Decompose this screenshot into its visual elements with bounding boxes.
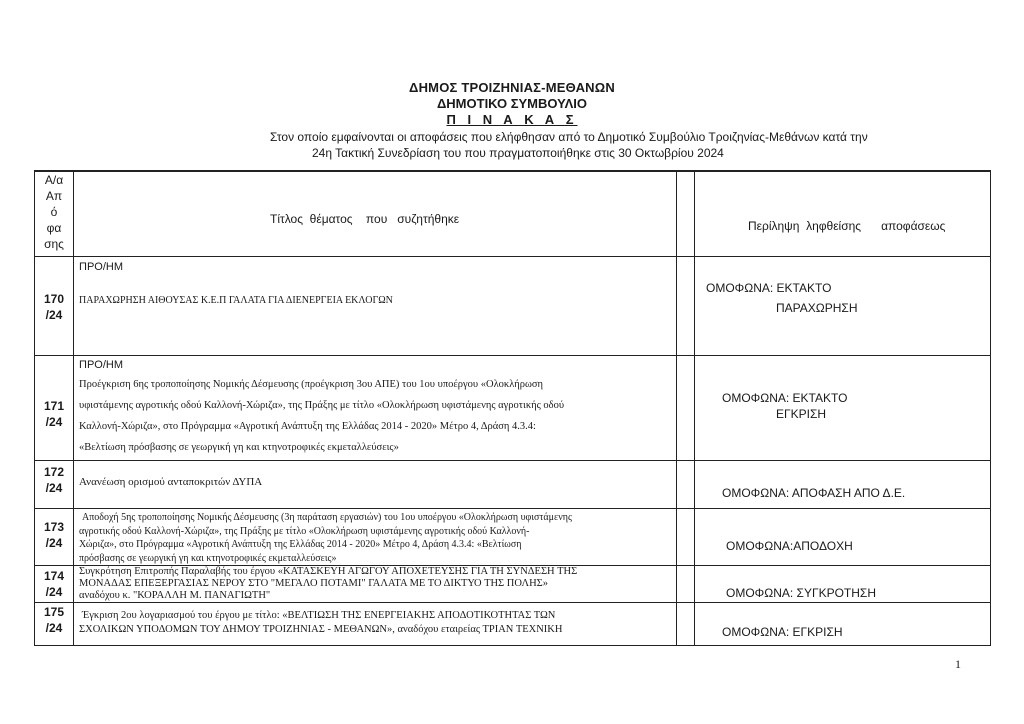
decision-number	[35, 519, 73, 551]
subject-title-line: Καλλονή-Χώριζα», στο Πρόγραμμα «Αγροτική Ανάπτυξη της Ελλάδας 2014 - 2020» Μέτρο 4, Δράση 4.3.4:	[79, 421, 536, 432]
urgent-prefix: ΠΡΟ/ΗΜ	[79, 359, 123, 371]
decision-number-line: 174	[43, 569, 65, 583]
header-number-line: φα	[46, 221, 62, 235]
page-number: 1	[955, 657, 961, 671]
decision-summary-line: ΟΜΟΦΩΝΑ: ΑΠΟΦΑΣΗ ΑΠΟ Δ.Ε.	[722, 486, 906, 500]
description-line-1: Στον οποίο εμφαίνονται οι αποφάσεις που ελήφθησαν από το Δημοτικό Συμβούλιο Τροιζηνίας-Μεθάνων κατά την	[270, 130, 868, 144]
decision-summary-line: ΟΜΟΦΩΝΑ: ΕΚΤΑΚΤΟ	[722, 391, 848, 405]
row-divider	[34, 508, 991, 509]
decision-number-line: 170	[43, 292, 65, 306]
decision-number	[35, 291, 73, 323]
decision-number	[35, 464, 73, 496]
subject-title-line: ΣΧΟΛΙΚΩΝ ΥΠΟΔΟΜΩΝ ΤΟΥ ΔΗΜΟΥ ΤΡΟΙΖΗΝΙΑΣ - ΜΕΘΑΝΩΝ», αναδόχου εταιρείας ΤΡΙΑΝ ΤΕΧΝΙΚΗ	[79, 624, 563, 635]
header-number-line: Απ	[45, 189, 63, 203]
decision-summary	[706, 280, 986, 316]
decision-number-line: /24	[45, 621, 63, 635]
decision-number-line: 175	[43, 605, 65, 619]
decision-number-line: /24	[45, 481, 63, 495]
header-number-column	[35, 172, 73, 256]
column-divider	[694, 170, 695, 646]
subject-title-line: Αποδοχή 5ης τροποποίησης Νομικής Δέσμευσης (3η παράταση εργασιών) του 1ου υποέργου «Ολοκλήρωση υφιστάμενης	[82, 512, 572, 523]
decision-number-line: /24	[45, 308, 63, 322]
decision-summary	[722, 485, 982, 501]
subject-title-line: αγροτικής οδού Καλλονή-Χώριζα», της Πράξης με τίτλο «Ολοκλήρωση υφιστάμενης αγροτικής οδού Καλλονή-	[79, 525, 530, 537]
council-name: ΔΗΜΟΤΙΚΟ ΣΥΜΒΟΥΛΙΟ	[436, 96, 588, 111]
header-title-column: Τίτλος θέματος που συζητήθηκε	[270, 212, 460, 226]
decision-summary	[722, 390, 982, 422]
subject-title-line: Χώριζα», στο Πρόγραμμα «Αγροτική Ανάπτυξη της Ελλάδας 2014 - 2020» Μέτρο 4, Δράση 4.3.4: «Βελτίωση	[79, 539, 522, 550]
decision-number-line: /24	[45, 585, 63, 599]
header-summary-column: Περίληψη ληφθείσης αποφάσεως	[748, 219, 946, 233]
decision-number-line: /24	[45, 415, 63, 429]
table-border-right	[990, 170, 991, 646]
decision-summary-line: ΟΜΟΦΩΝΑ: ΕΚΤΑΚΤΟ	[706, 281, 832, 295]
row-divider	[34, 460, 991, 461]
subject-title	[79, 566, 674, 602]
subject-title-line: Συγκρότηση Επιτροπής Παραλαβής του έργου «ΚΑΤΑΣΚΕΥΗ ΑΓΩΓΟΥ ΑΠΟΧΕΤΕΥΣΗΣ ΓΙΑ ΤΗ ΣΥΝΔΕΣΗ ΤΗΣ	[79, 566, 578, 577]
subject-title-line: Έγκριση 2ου λογαριασμού του έργου με τίτλο: «ΒΕΛΤΙΩΣΗ ΤΗΣ ΕΝΕΡΓΕΙΑΚΗΣ ΑΠΟΔΟΤΙΚΟΤΗΤΑΣ ΤΩΝ	[82, 610, 556, 621]
subject-title-line: ΜΟΝΑΔΑΣ ΕΠΕΞΕΡΓΑΣΙΑΣ ΝΕΡΟΥ ΣΤΟ "ΜΕΓΑΛΟ ΠΟΤΑΜΙ" ΓΑΛΑΤΑ ΜΕ ΤΟ ΔΙΚΤΥΟ ΤΗΣ ΠΟΛΗΣ»	[79, 578, 549, 589]
subject-title-line: «Βελτίωση πρόσβασης σε γεωργική γη και κτηνοτροφικές εκμεταλλεύσεις»	[79, 442, 399, 453]
decision-number-line: 172	[43, 465, 65, 479]
decision-number	[35, 398, 73, 430]
municipality-name: ΔΗΜΟΣ ΤΡΟΙΖΗΝΙΑΣ-ΜΕΘΑΝΩΝ	[409, 80, 615, 95]
description-line-2: 24η Τακτική Συνεδρίαση του που πραγματοποιήθηκε στις 30 Οκτωβρίου 2024	[312, 146, 724, 160]
decision-summary-line: ΟΜΟΦΩΝΑ:ΑΠΟΔΟΧΗ	[726, 539, 853, 553]
subject-title: ΠΑΡΑΧΩΡΗΣΗ ΑΙΘΟΥΣΑΣ Κ.Ε.Π ΓΑΛΑΤΑ ΓΙΑ ΔΙΕΝΕΡΓΕΙΑ ΕΚΛΟΓΩΝ	[79, 295, 393, 306]
decision-summary-line: ΕΓΚΡΙΣΗ	[776, 407, 827, 421]
subject-title-line: υφιστάμενης αγροτικής οδού Καλλονή-Χώριζα», της Πράξης με τίτλο «Ολοκλήρωση υφιστάμενης αγροτικής οδού	[79, 400, 565, 411]
subject-title-line: Προέγκριση 6ης τροποποίησης Νομικής Δέσμευσης (προέγκριση 3ου ΑΠΕ) του 1ου υποέργου «Ολοκλήρωση	[79, 379, 544, 390]
decision-number-line: 173	[43, 520, 65, 534]
decision-summary	[722, 624, 982, 640]
decision-summary-line: ΟΜΟΦΩΝΑ: ΣΥΓΚΡΟΤΗΣΗ	[726, 586, 876, 600]
table-border-top	[34, 170, 991, 172]
subject-title-line: πρόσβασης σε γεωργική γη και κτηνοτροφικές εκμεταλλεύσεις»	[79, 552, 337, 564]
decision-summary-line: ΟΜΟΦΩΝΑ: ΕΓΚΡΙΣΗ	[722, 625, 843, 639]
decision-number	[35, 568, 73, 600]
decision-summary	[726, 585, 986, 601]
subject-title	[79, 511, 674, 565]
decision-summary	[726, 538, 986, 554]
subject-title: Ανανέωση ορισμού ανταποκριτών ΔΥΠΑ	[79, 476, 263, 488]
decision-number-line: /24	[45, 536, 63, 550]
header-number-line: ό	[50, 205, 58, 219]
subject-title	[79, 609, 674, 637]
table-title: Π Ι Ν Α Κ Α Σ	[446, 112, 578, 127]
urgent-prefix: ΠΡΟ/ΗΜ	[79, 261, 123, 273]
column-divider	[676, 170, 677, 646]
header-number-line: Α/α	[44, 173, 64, 187]
row-divider	[34, 602, 991, 603]
decision-summary-line: ΠΑΡΑΧΩΡΗΣΗ	[776, 301, 858, 315]
column-divider	[73, 170, 74, 646]
decision-number	[35, 604, 73, 636]
subject-title	[79, 374, 674, 458]
row-divider	[34, 256, 991, 257]
row-divider	[34, 355, 991, 356]
decision-number-line: 171	[43, 399, 65, 413]
subject-title-line: αναδόχου κ. "ΚΟΡΑΛΛΗ Μ. ΠΑΝΑΓΙΩΤΗ"	[79, 590, 271, 601]
table-border-bottom	[34, 645, 991, 646]
header-number-line: σης	[44, 237, 64, 251]
